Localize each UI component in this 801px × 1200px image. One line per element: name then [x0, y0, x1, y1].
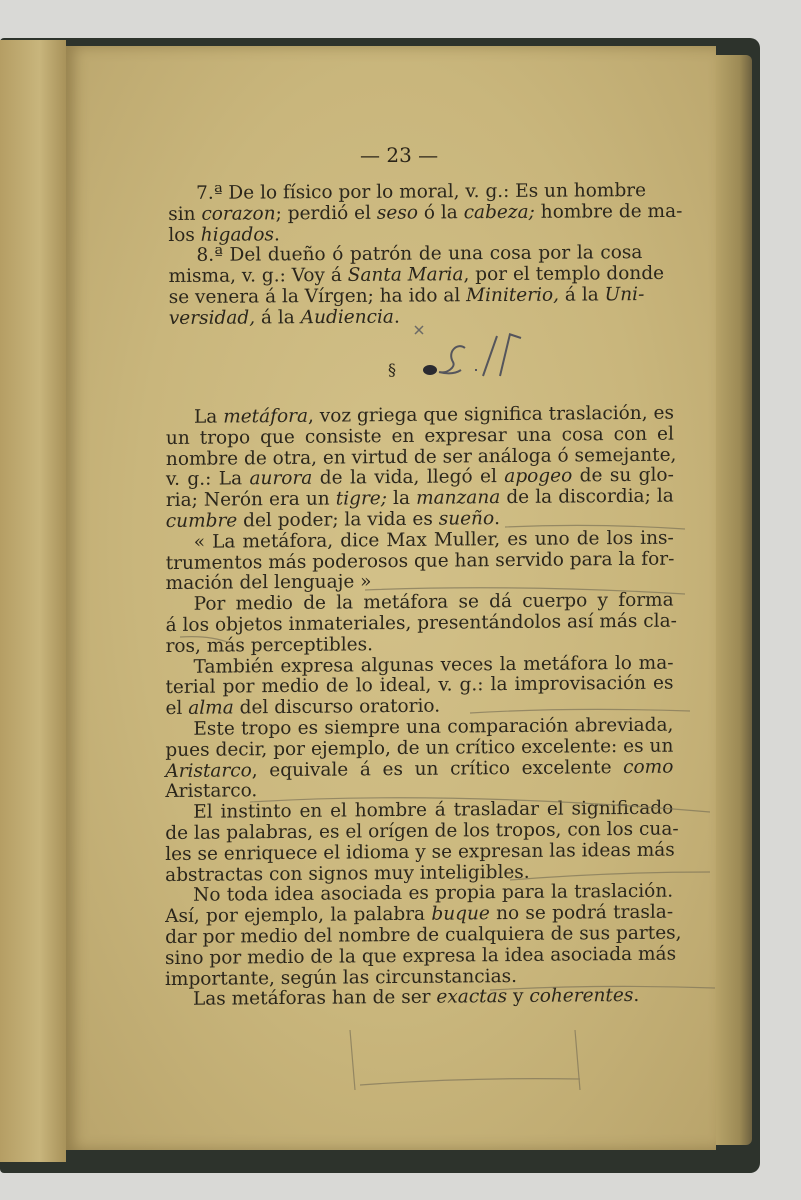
text-run: el [165, 697, 189, 720]
italic-text: Santa Maria [347, 264, 464, 287]
text-run: sin [168, 203, 202, 225]
text-line [165, 610, 677, 637]
text-run: les se enriquece el idioma y se expresan las ideas más [165, 839, 675, 865]
text-run: . [393, 306, 400, 328]
text-run: El instinto en el hombre á trasladar el significado [193, 797, 674, 823]
text-run: « La metáfora, dice Max Muller, es uno de los ins- [193, 527, 674, 553]
text-run: á la [558, 284, 605, 306]
text-run: hombre de ma- [534, 200, 683, 223]
italic-text: corazon [201, 203, 276, 225]
italic-text: exactas [436, 986, 508, 1008]
italic-text: aurora [249, 468, 313, 490]
italic-text: cabeza; [463, 201, 535, 223]
text-run: abstractas con signos muy inteligibles. [165, 861, 530, 886]
text-run: un tropo que consiste en expresar una cosa con el [165, 423, 674, 449]
text-run: Por medio de la metáfora se dá cuerpo y forma [193, 589, 674, 615]
text-run: importante, según las circunstancias. [164, 965, 518, 990]
text-run: mación del lenguaje » [165, 571, 372, 595]
text-run: ros, más perceptibles. [165, 633, 374, 657]
text-line [165, 986, 673, 1011]
text-run: sino por medio de la que expresa la idea asociada más [165, 943, 677, 969]
italic-text: seso [376, 202, 418, 224]
text-block-top [168, 180, 683, 329]
left-page-edge [0, 40, 66, 1162]
italic-text: Aristarco [165, 759, 252, 782]
text-run: , equivale á es un crítico excelente [251, 756, 624, 781]
text-run: No toda idea asociada es propia para la traslación. [193, 880, 674, 907]
text-run: pues decir, por ejemplo, de un crítico excelente: es un [165, 735, 674, 761]
text-run: Este tropo es siempre una comparación abreviada, [193, 714, 674, 740]
text-block-metafora [164, 402, 682, 1012]
italic-text: higados [200, 223, 274, 246]
text-line [168, 200, 683, 226]
italic-text: tigre; [335, 488, 388, 510]
text-run: nombre de otra, en virtud de ser análoga ó semejante, [165, 444, 677, 470]
text-run: á los objetos inmateriales, presentándolos así más cla- [165, 610, 677, 636]
text-run: Las metáforas han de ser [192, 986, 437, 1011]
text-run: , voz griega que significa traslación, es [308, 402, 674, 427]
text-run: Aristarco. [165, 780, 258, 803]
page-number: — 23 — [360, 143, 439, 167]
italic-text: como [623, 756, 674, 778]
text-run: ó la [417, 201, 464, 224]
text-run: la [386, 488, 417, 510]
text-run: 8.ª Del dueño ó patrón de una cosa por la cosa [196, 242, 643, 267]
text-run: y [507, 986, 530, 1008]
text-run: no se podrá trasla- [489, 901, 674, 925]
text-line [169, 285, 643, 309]
text-run: 7.ª De lo físico por lo moral, v. g.: Es un hombre [195, 180, 647, 204]
text-run: La [193, 406, 224, 428]
text-run: de la vida, llegó el [312, 466, 505, 490]
text-run: Así, por ejemplo, la palabra [165, 903, 432, 928]
italic-text: buque [431, 903, 490, 925]
text-run: ; perdió el [275, 202, 377, 225]
italic-text: manzana [416, 487, 501, 510]
text-run: de la discordia; la [500, 485, 674, 509]
text-run: v. g.: La [165, 468, 250, 491]
text-run: También expresa algunas veces la metáfora lo ma- [193, 652, 674, 678]
text-run: . [494, 508, 501, 530]
text-run: trumentos más poderosos que han servido para la for- [165, 548, 675, 574]
italic-text: cumbre [165, 510, 238, 532]
text-run: dar por medio del nombre de cualquiera de sus partes, [165, 922, 682, 948]
text-run: . [273, 223, 280, 245]
italic-text: Miniterio, [466, 284, 560, 307]
text-run: terial por medio de lo ideal, v. g.: la improvisación es [165, 672, 674, 699]
italic-text: Uni- [604, 284, 645, 306]
italic-text: versidad, [168, 307, 256, 329]
text-run: , por el templo donde [463, 263, 665, 286]
text-run: de su glo- [572, 464, 674, 487]
text-run: del discurso oratorio. [233, 695, 441, 719]
text-run: á la [255, 306, 301, 329]
italic-text: coherentes [529, 985, 634, 1008]
text-run: misma, v. g.: Voy á [168, 265, 348, 288]
italic-text: metáfora [223, 405, 309, 428]
handwritten-note [405, 318, 545, 388]
italic-text: sueño [438, 508, 495, 530]
italic-text: alma [188, 697, 234, 719]
text-run: se venera á la Vírgen; ha ido al [168, 285, 467, 308]
text-run: . [633, 985, 640, 1007]
text-run: los [168, 224, 201, 246]
italic-text: Audiencia [300, 306, 394, 328]
text-run: del poder; la vida es [237, 508, 439, 532]
section-mark: § [388, 360, 396, 379]
text-run: ria; Nerón era un [165, 488, 336, 512]
text-run: de las palabras, es el orígen de los tropos, con los cua- [165, 818, 679, 844]
italic-text: apogeo [504, 465, 573, 488]
